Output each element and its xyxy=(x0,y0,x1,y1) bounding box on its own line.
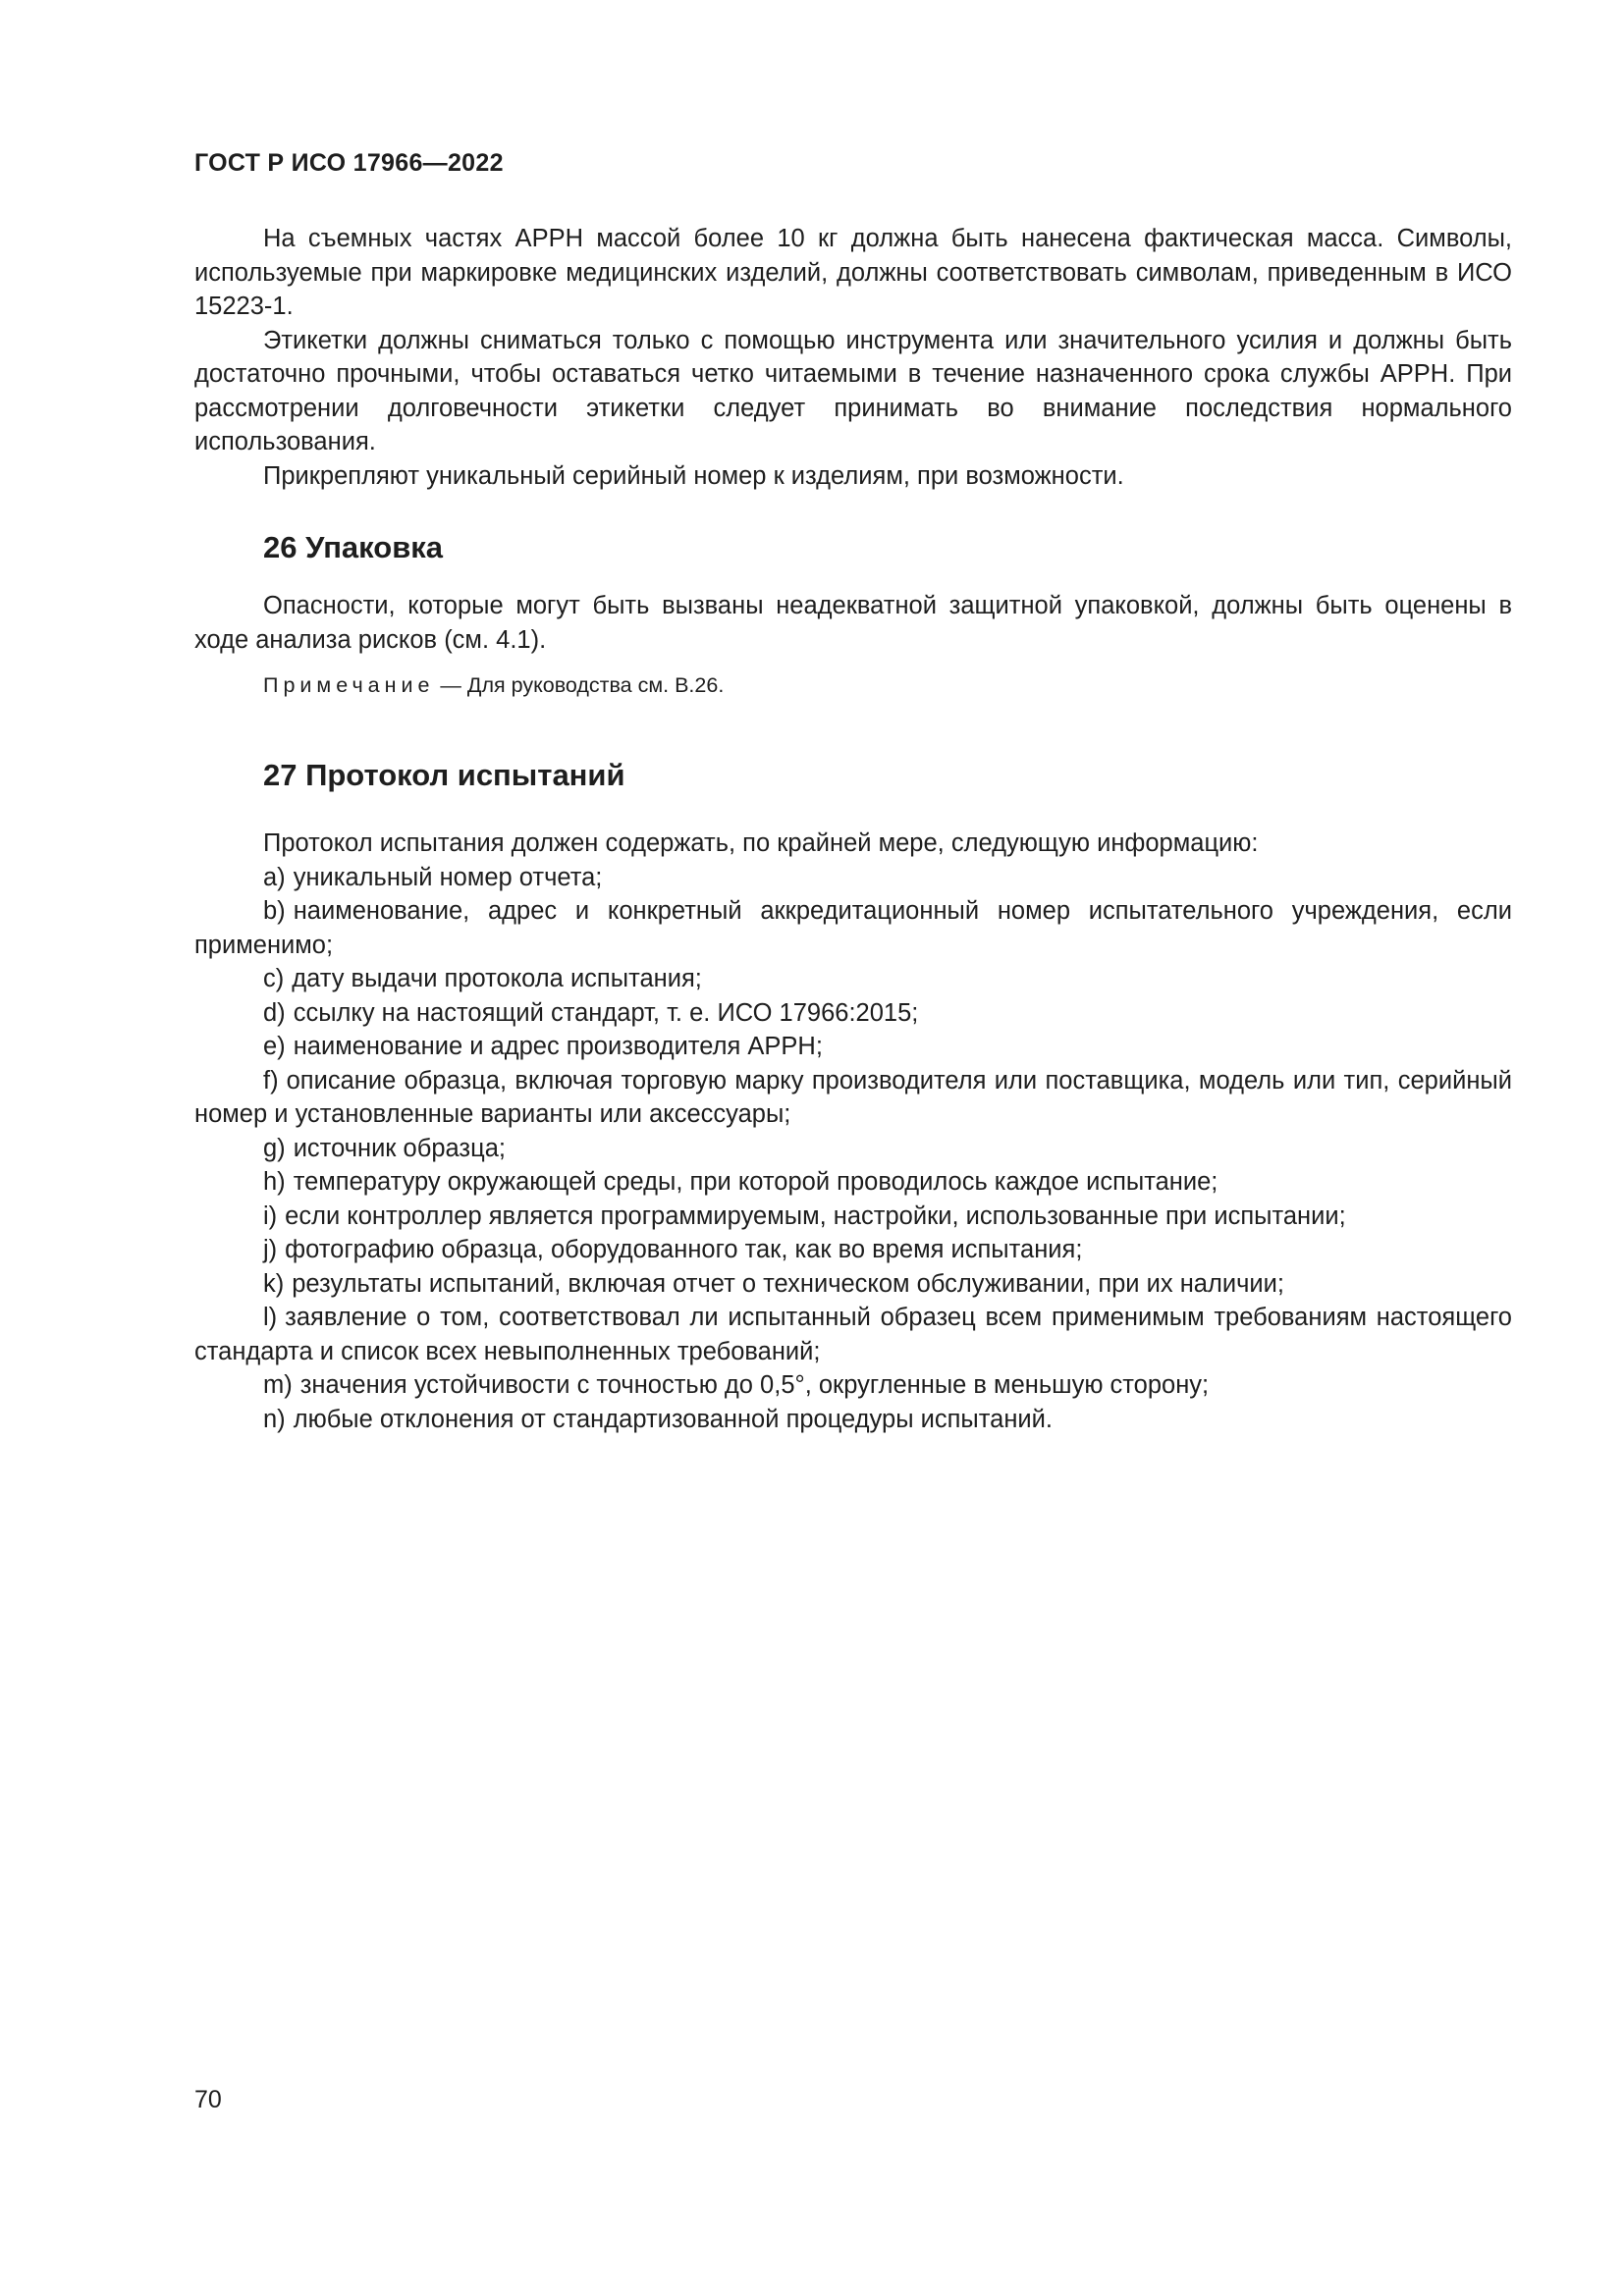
list-item-letter: i) xyxy=(263,1201,278,1230)
list-item xyxy=(194,1368,1512,1403)
list-item-letter: a) xyxy=(263,863,286,891)
paragraph: Этикетки должны сниматься только с помощью инструмента или значительного усилия и должны быть достаточно прочными, чтобы оставаться четко читаемыми в течение назначенного срока службы АРРН. При рассмотрении долговечности этикетки следует принимать во внимание последствия нормального использования. xyxy=(194,326,1512,455)
note-text: — Для руководства см. B.26. xyxy=(434,673,725,697)
list-item-letter: m) xyxy=(263,1371,293,1399)
list-item-text: результаты испытаний, включая отчет о техническом обслуживании, при их наличии; xyxy=(292,1269,1284,1298)
list-item-text: значения устойчивости с точностью до 0,5°, округленные в меньшую сторону; xyxy=(299,1371,1210,1399)
list-item-letter: j) xyxy=(263,1236,278,1263)
list-item xyxy=(194,1403,1512,1437)
list-item-text: уникальный номер отчета; xyxy=(293,863,603,891)
section-27-title: 27 Протокол испытаний xyxy=(263,758,625,792)
paragraph: На съемных частях АРРН массой более 10 кг должна быть нанесена фактическая масса. Символы, используемые при маркировке медицинских изделий, должны соответствовать символам, приведенным в ИСО 15223-1. xyxy=(194,225,1512,320)
list-item-letter: n) xyxy=(263,1405,286,1433)
list-item-text: наименование, адрес и конкретный аккредитационный номер испытательного учреждения, если применимо; xyxy=(194,897,1512,959)
list-item xyxy=(194,1301,1512,1368)
list-item-letter: l) xyxy=(263,1304,278,1331)
list-item xyxy=(194,1233,1512,1267)
list-item xyxy=(194,861,1512,895)
list-item-letter: k) xyxy=(263,1269,285,1298)
list-item-text: температуру окружающей среды, при которой проводилось каждое испытание; xyxy=(293,1168,1218,1196)
list-item-text: фотографию образца, оборудованного так, как во время испытания; xyxy=(285,1236,1083,1263)
list-item-text: если контроллер является программируемым, настройки, использованные при испытании; xyxy=(285,1201,1346,1230)
list-item xyxy=(194,1132,1512,1166)
section-26-title: 26 Упаковка xyxy=(263,530,444,564)
list-item xyxy=(194,1200,1512,1234)
list-item-letter: h) xyxy=(263,1168,286,1196)
list-item-letter: d) xyxy=(263,998,286,1027)
list-item xyxy=(194,1165,1512,1200)
paragraph: Опасности, которые могут быть вызваны неадекватной защитной упаковкой, должны быть оценены в ходе анализа рисков (см. 4.1). xyxy=(194,592,1512,654)
list-item xyxy=(194,894,1512,962)
list-item-text: наименование и адрес производителя АРРН; xyxy=(293,1033,823,1060)
list-item-letter: b) xyxy=(263,897,286,925)
intro-block xyxy=(194,222,1512,493)
list-item-letter: c) xyxy=(263,965,285,992)
list-item-letter: e) xyxy=(263,1033,286,1060)
list-item xyxy=(194,1030,1512,1064)
document-code-header: ГОСТ Р ИСО 17966—2022 xyxy=(194,149,504,177)
note xyxy=(194,670,1512,700)
page-number: 70 xyxy=(194,2086,222,2113)
note-label: Примечание xyxy=(263,673,435,697)
list-item-text: дату выдачи протокола испытания; xyxy=(292,965,702,992)
list-item-text: описание образца, включая торговую марку производителя или поставщика, модель или тип, серийный номер и установленные варианты или аксессуары; xyxy=(194,1066,1512,1128)
list-item-text: источник образца; xyxy=(293,1134,506,1162)
list-item-letter: f) xyxy=(263,1066,279,1095)
list-item xyxy=(194,962,1512,996)
paragraph: Прикрепляют уникальный серийный номер к изделиям, при возможности. xyxy=(263,461,1124,490)
list-item xyxy=(194,1064,1512,1132)
section-27 xyxy=(194,756,1512,1436)
list-item-text: ссылку на настоящий стандарт, т. е. ИСО 17966:2015; xyxy=(293,998,919,1027)
list-item-text: заявление о том, соответствовал ли испытанный образец всем применимым требованиям настоящего стандарта и список всех невыполненных требований; xyxy=(194,1304,1512,1365)
list-item xyxy=(194,1267,1512,1302)
paragraph: Протокол испытания должен содержать, по крайней мере, следующую информацию: xyxy=(263,829,1259,857)
section-26 xyxy=(194,528,1512,700)
list-item-letter: g) xyxy=(263,1134,286,1162)
list-item xyxy=(194,996,1512,1031)
list-item-text: любые отклонения от стандартизованной процедуры испытаний. xyxy=(293,1405,1053,1433)
